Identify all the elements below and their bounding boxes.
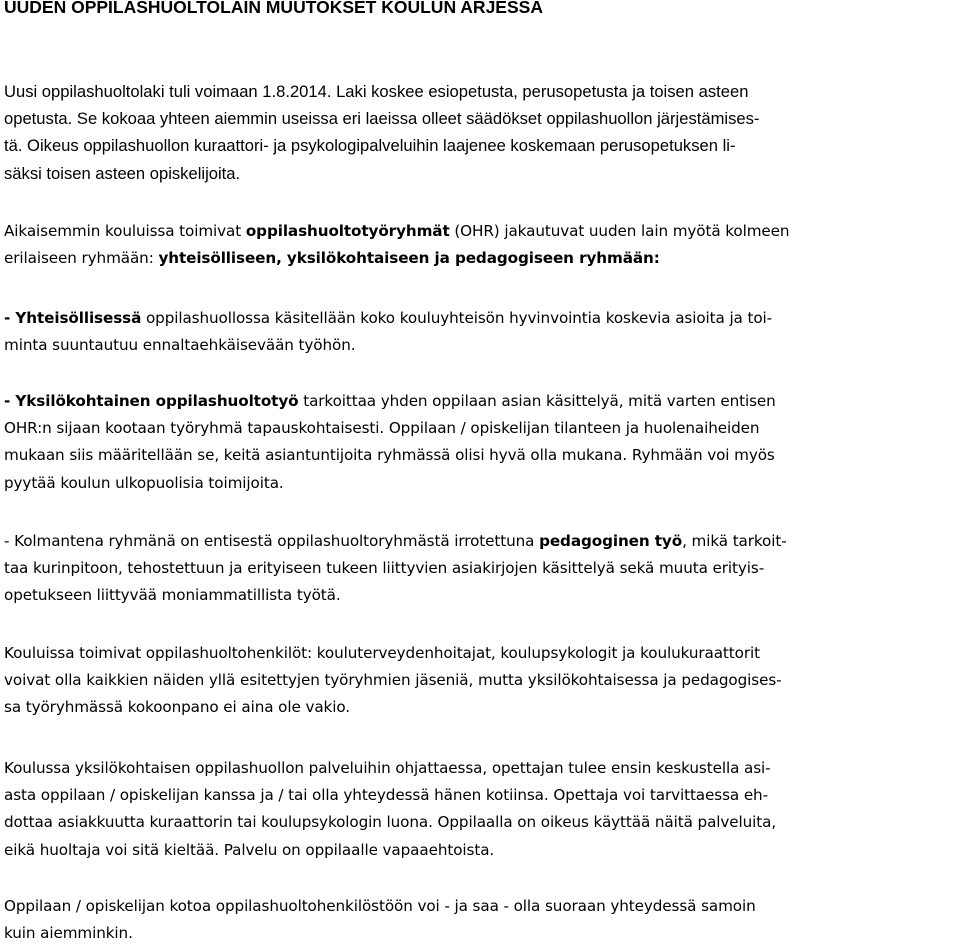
text-run: , mikä tarkoit- (682, 532, 787, 550)
bold-term: oppilashuoltotyöryhmät (245, 222, 450, 240)
services-line: eikä huoltaja voi sitä kieltää. Palvelu on oppilaalle vapaaehtoista. (4, 840, 495, 859)
communal-line (4, 305, 772, 332)
text-run: Aikaisemmin kouluissa toimivat (4, 222, 246, 240)
staff-line: sa työryhmässä kokoonpano ei aina ole vakio. (4, 698, 351, 717)
pedagogical-line (4, 528, 787, 555)
bold-term: pedagoginen työ (539, 532, 683, 550)
text-run: oppilashuollossa käsitellään koko kouluyhteisön hyvinvointia koskevia asioita ja toi- (141, 309, 773, 327)
individual-line (4, 388, 776, 415)
staff-paragraph (4, 640, 782, 722)
intro-line: tä. Oikeus oppilashuollon kuraattori- ja psykologipalveluihin laajenee koskemaan perusopetuksen li- (4, 136, 736, 156)
staff-line: Kouluissa toimivat oppilashuoltohenkilöt: kouluterveydenhoitajat, koulupsykologit ja koulukuraattorit (4, 644, 760, 662)
groups-intro-paragraph (4, 218, 789, 272)
individual-line: pyytää koulun ulkopuolisia toimijoita. (4, 473, 284, 492)
contact-line: Oppilaan / opiskelijan kotoa oppilashuoltohenkilöstöön voi - ja saa - olla suoraan yhteydessä samoin (4, 897, 756, 915)
individual-line: mukaan siis määritellään se, keitä asiantuntijoita ryhmässä olisi hyvä olla mukana. Ryhmään voi myös (4, 446, 775, 465)
text-run: (OHR) jakautuvat uuden lain myötä kolmeen (449, 222, 790, 240)
document-page (4, 0, 954, 943)
services-line: asta oppilaan / opiskelijan kanssa ja / tai olla yhteydessä hänen kotiinsa. Opettaja voi tarvittaessa eh- (4, 786, 768, 805)
bold-term: - Yksilökohtainen oppilashuoltotyö (4, 392, 299, 410)
text-run: tarkoittaa yhden oppilaan asian käsittelyä, mitä varten entisen (298, 392, 776, 410)
intro-paragraph (4, 78, 759, 187)
contact-paragraph (4, 893, 756, 947)
text-run: - Kolmantena ryhmänä on entisestä oppilashuoltoryhmästä irrotettuna (4, 532, 540, 550)
services-line: Koulussa yksilökohtaisen oppilashuollon palveluihin ohjattaessa, opettajan tulee ensin keskustella asi- (4, 759, 771, 777)
document-title: UUDEN OPPILASHUOLTOLAIN MUUTOKSET KOULUN ARJESSA (4, 0, 543, 17)
communal-paragraph (4, 305, 772, 359)
individual-paragraph (4, 388, 776, 497)
contact-line: kuin aiemminkin. (4, 924, 133, 943)
pedagogical-paragraph (4, 528, 787, 610)
intro-line: opetusta. Se kokoaa yhteen aiemmin useissa eri laeissa olleet säädökset oppilashuollon järjestämises- (4, 109, 760, 129)
services-line: dottaa asiakkuutta kuraattorin tai koulupsykologin luona. Oppilaalla on oikeus käyttää näitä palveluita, (4, 813, 777, 832)
bold-term: - Yhteisöllisessä (4, 309, 142, 327)
communal-line: minta suuntautuu ennaltaehkäisevään työhön. (4, 336, 356, 355)
text-run: erilaiseen ryhmään: (4, 249, 159, 268)
individual-line: OHR:n sijaan kootaan työryhmä tapauskohtaisesti. Oppilaan / opiskelijan tilanteen ja huolenaiheiden (4, 419, 760, 438)
intro-line: säksi toisen asteen opiskelijoita. (4, 163, 241, 183)
pedagogical-line: opetukseen liittyvää moniammatillista työtä. (4, 586, 341, 605)
bold-term: yhteisölliseen, yksilökohtaiseen ja pedagogiseen ryhmään: (158, 249, 660, 268)
intro-line: Uusi oppilashuoltolaki tuli voimaan 1.8.2014. Laki koskee esiopetusta, perusopetusta ja toisen asteen (4, 82, 749, 101)
groups-intro-line (4, 245, 789, 272)
staff-line: voivat olla kaikkien näiden yllä esitettyjen työryhmien jäseniä, mutta yksilökohtaisessa ja pedagogises- (4, 671, 782, 690)
pedagogical-line: taa kurinpitoon, tehostettuun ja erityiseen tukeen liittyvien asiakirjojen käsittelyä sekä muuta erityis- (4, 559, 765, 578)
groups-intro-line (4, 218, 789, 245)
services-paragraph (4, 755, 776, 864)
